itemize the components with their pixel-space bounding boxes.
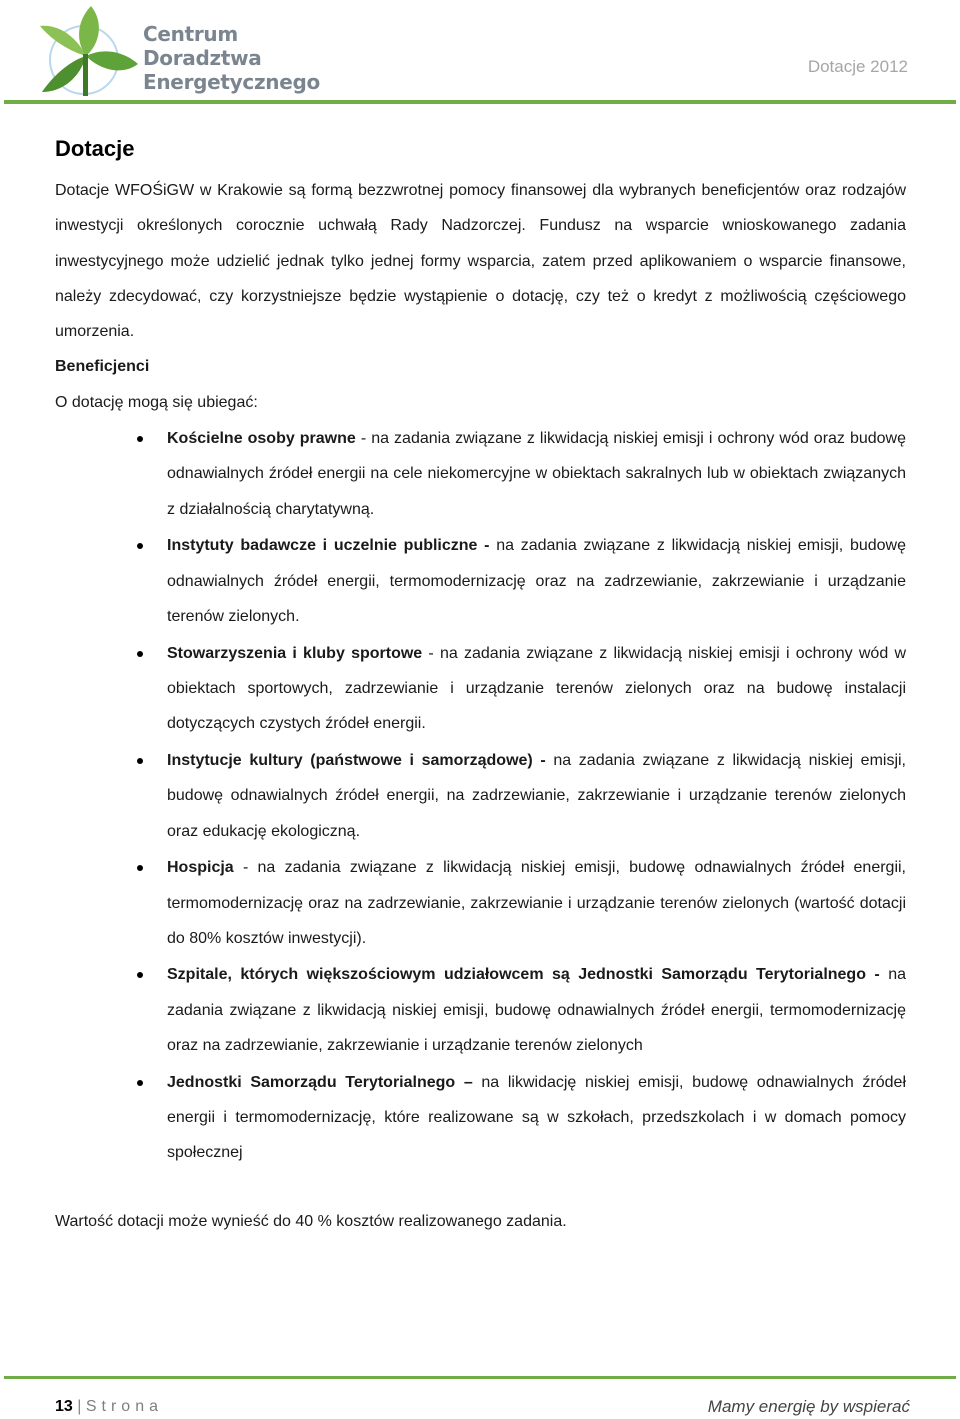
page-title: Dotacje	[55, 136, 135, 161]
page-number: 13	[55, 1398, 73, 1415]
beneficiary-name: Stowarzyszenia i kluby sportowe	[167, 644, 423, 662]
list-item	[55, 421, 906, 527]
beneficiary-name: Kościelne osoby prawne	[167, 430, 356, 448]
beneficiary-name: Jednostki Samorządu Terytorialnego –	[167, 1073, 473, 1091]
header-divider	[4, 100, 956, 104]
document-label: Dotacje 2012	[807, 57, 908, 76]
bullet-icon	[137, 758, 143, 764]
list-item	[55, 957, 906, 1063]
section-heading: Beneficjenci	[55, 358, 150, 376]
logo-line: Energetycznego	[143, 70, 320, 94]
leaf-logo-icon	[36, 4, 140, 98]
lead-text: O dotację mogą się ubiegać:	[55, 393, 258, 411]
beneficiary-name: Hospicja	[167, 859, 234, 877]
page-header	[0, 0, 960, 108]
beneficiary-desc: na zadania związane z likwidacją niskiej emisji, budowę odnawialnych źródeł energii, termomodernizację oraz na zadrzewianie, zakrzewianie i urządzanie terenów zielonych	[167, 966, 906, 1055]
beneficiaries-list	[55, 421, 906, 1171]
bullet-icon	[137, 972, 143, 978]
bullet-icon	[137, 865, 143, 871]
beneficiary-desc: na likwidację niskiej emisji, budowę odnawialnych źródeł energii i termomodernizację, które realizowane są w szkołach, przedszkolach i w domach pomocy społecznej	[167, 1073, 906, 1162]
main-content	[55, 132, 906, 1239]
list-item	[55, 1065, 906, 1171]
beneficiary-desc: na zadania związane z likwidacją niskiej emisji, budowę odnawialnych źródeł energii, termomodernizację oraz na zadrzewianie, zakrzewianie i urządzanie terenów zielonych.	[167, 537, 907, 625]
footer-separator: |	[77, 1398, 82, 1415]
beneficiary-name: Szpitale, których większościowym udziałowcem są Jednostki Samorządu Terytorialnego -	[167, 966, 880, 984]
beneficiary-desc: - na zadania związane z likwidacją niskiej emisji i ochrony wód w obiektach sportowych, zadrzewianie i urządzanie terenów zielonych oraz na budowę instalacji dotyczących czystych źródeł energii.	[167, 644, 907, 733]
bullet-icon	[137, 436, 143, 442]
beneficiary-desc: - na zadania związane z likwidacją niskiej emisji i ochrony wód oraz budowę odnawialnych źródeł energii na cele niekomercyjne w obiektach sakralnych lub w obiektach związanych z działalnością charytatywną.	[167, 430, 906, 518]
beneficiary-desc: na zadania związane z likwidacją niskiej emisji, budowę odnawialnych źródeł energii, na zadrzewianie, zakrzewianie i urządzanie terenów zielonych oraz edukację ekologiczną.	[167, 751, 907, 840]
bullet-icon	[137, 651, 143, 657]
value-note: Wartość dotacji może wynieść do 40 % kosztów realizowanego zadania.	[55, 1212, 567, 1230]
intro-paragraph: Dotacje WFOŚiGW w Krakowie są formą bezzwrotnej pomocy finansowej dla wybranych beneficjentów oraz rodzajów inwestycji określonych corocznie uchwałą Rady Nadzorczej. Fundusz na wsparcie wnioskowanego zadania inwestycyjnego może udzielić jednak tylko jednej formy wsparcia, zatem przed aplikowaniem o wsparcie finansowe, należy zdecydować, czy korzystniejsze będzie wystąpienie o dotację, czy też o kredyt z możliwością częściowego umorzenia.	[55, 182, 906, 341]
beneficiary-desc: - na zadania związane z likwidacją niskiej emisji, budowę odnawialnych źródeł energii, termomodernizację oraz na zadrzewianie, zakrzewianie i urządzanie terenów zielonych (wartość dotacji do 80% kosztów inwestycji).	[167, 859, 906, 947]
page-word: Strona	[85, 1398, 163, 1415]
footer-slogan: Mamy energię by wspierać	[707, 1397, 910, 1416]
list-item	[55, 743, 906, 849]
bullet-icon	[137, 543, 143, 549]
list-item	[55, 850, 906, 956]
beneficiary-name: Instytucje kultury (państwowe i samorządowe) -	[167, 751, 546, 769]
logo-line: Doradztwa	[143, 46, 262, 70]
logo-line: Centrum	[143, 22, 238, 46]
organization-logo-text	[143, 22, 320, 94]
footer-divider	[4, 1376, 956, 1379]
list-item	[55, 636, 906, 742]
beneficiary-name: Instytuty badawcze i uczelnie publiczne -	[167, 537, 490, 555]
page-footer-number	[55, 1398, 163, 1416]
bullet-icon	[137, 1080, 143, 1086]
list-item	[55, 528, 906, 634]
